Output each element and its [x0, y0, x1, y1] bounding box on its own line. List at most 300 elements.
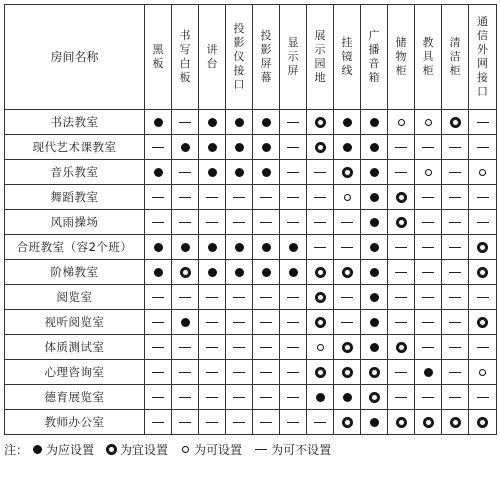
filled-circle-icon [180, 142, 191, 153]
dash-icon [151, 317, 165, 328]
setting-cell [307, 385, 334, 410]
dash-icon [205, 367, 219, 378]
setting-cell [361, 160, 388, 185]
room-name-cell: 教师办公室 [5, 410, 145, 435]
dash-icon [232, 417, 246, 428]
filled-circle-icon [207, 117, 218, 128]
dash-icon [151, 192, 165, 203]
dash-icon [340, 292, 354, 303]
setting-cell [199, 235, 226, 260]
setting-cell [226, 285, 253, 310]
setting-cell [334, 385, 361, 410]
dash-icon [476, 117, 490, 128]
setting-cell [280, 185, 307, 210]
setting-cell [253, 110, 280, 135]
room-name-header: 房间名称 [5, 5, 145, 110]
setting-cell [334, 335, 361, 360]
filled-circle-icon [32, 444, 43, 455]
filled-circle-icon [234, 167, 245, 178]
setting-cell [388, 410, 415, 435]
setting-cell [253, 310, 280, 335]
dash-icon [286, 392, 300, 403]
dash-icon [313, 417, 327, 428]
filled-circle-icon [288, 242, 299, 253]
filled-circle-icon [369, 267, 380, 278]
setting-cell [280, 285, 307, 310]
double-circle-icon [315, 367, 326, 378]
dash-icon [448, 242, 462, 253]
dash-icon [448, 142, 462, 153]
small-open-circle-icon [396, 117, 407, 128]
double-circle-icon [396, 342, 407, 353]
small-open-circle-icon [477, 167, 488, 178]
setting-cell [172, 210, 199, 235]
dash-icon [232, 192, 246, 203]
setting-cell [469, 110, 497, 135]
setting-cell [469, 185, 497, 210]
dash-icon [232, 317, 246, 328]
dash-icon [259, 392, 273, 403]
filled-circle-icon [261, 242, 272, 253]
setting-cell [145, 260, 172, 285]
setting-cell [145, 235, 172, 260]
setting-cell [280, 260, 307, 285]
column-header-label: 讲台 [206, 43, 218, 70]
setting-cell [145, 360, 172, 385]
setting-cell [280, 310, 307, 335]
column-header-label: 广播音箱 [368, 29, 380, 84]
legend-label: 为宜设置 [120, 443, 169, 457]
setting-cell [442, 260, 469, 285]
setting-cell [226, 410, 253, 435]
setting-cell [334, 160, 361, 185]
table-row [5, 260, 497, 285]
dash-icon [205, 342, 219, 353]
table-row [5, 185, 497, 210]
setting-cell [226, 360, 253, 385]
filled-circle-icon [153, 167, 164, 178]
setting-cell [307, 235, 334, 260]
setting-cell [226, 310, 253, 335]
column-header [388, 5, 415, 110]
setting-cell [442, 285, 469, 310]
table-row [5, 410, 497, 435]
setting-cell [442, 360, 469, 385]
setting-cell [415, 285, 442, 310]
dash-icon [394, 142, 408, 153]
dash-icon [286, 317, 300, 328]
room-name-cell: 体质测试室 [5, 335, 145, 360]
dash-icon [394, 292, 408, 303]
small-open-circle-icon [342, 192, 353, 203]
setting-cell [388, 285, 415, 310]
setting-cell [226, 335, 253, 360]
dash-icon [232, 342, 246, 353]
setting-cell [469, 410, 497, 435]
setting-cell [361, 210, 388, 235]
dash-icon [340, 317, 354, 328]
dash-icon [313, 217, 327, 228]
setting-cell [172, 285, 199, 310]
setting-cell [253, 410, 280, 435]
dash-icon [313, 192, 327, 203]
dash-icon [151, 367, 165, 378]
setting-cell [442, 310, 469, 335]
dash-icon [340, 217, 354, 228]
setting-cell [280, 335, 307, 360]
setting-cell [415, 335, 442, 360]
setting-cell [361, 235, 388, 260]
dash-icon [205, 292, 219, 303]
double-circle-icon [342, 367, 353, 378]
dash-icon [178, 292, 192, 303]
dash-icon [232, 367, 246, 378]
setting-cell [253, 235, 280, 260]
table-row [5, 160, 497, 185]
setting-cell [307, 285, 334, 310]
dash-icon [178, 192, 192, 203]
double-circle-icon [342, 417, 353, 428]
setting-cell [361, 185, 388, 210]
dash-icon [205, 392, 219, 403]
setting-cell [199, 410, 226, 435]
dash-icon [178, 417, 192, 428]
dash-icon [421, 317, 435, 328]
dash-icon [394, 392, 408, 403]
double-circle-icon [396, 417, 407, 428]
double-circle-icon [396, 192, 407, 203]
dash-icon [259, 342, 273, 353]
double-circle-icon [477, 242, 488, 253]
dash-icon [286, 117, 300, 128]
room-name-cell: 风雨操场 [5, 210, 145, 235]
setting-cell [226, 210, 253, 235]
table-header-row [5, 5, 497, 110]
column-header-label: 通信外网接口 [477, 15, 488, 98]
dash-icon [178, 392, 192, 403]
column-header-label: 黑板 [152, 43, 164, 70]
setting-cell [469, 310, 497, 335]
room-name-cell: 阅览室 [5, 285, 145, 310]
setting-cell [199, 285, 226, 310]
double-circle-icon [477, 417, 488, 428]
legend-prefix: 注： [4, 443, 29, 457]
setting-cell [199, 335, 226, 360]
dash-icon [232, 217, 246, 228]
setting-cell [226, 260, 253, 285]
dash-icon [232, 292, 246, 303]
dash-icon [394, 267, 408, 278]
setting-cell [226, 385, 253, 410]
setting-cell [361, 285, 388, 310]
column-header-label: 展示园地 [314, 29, 326, 84]
dash-icon [313, 242, 327, 253]
column-header [199, 5, 226, 110]
facility-settings-table [4, 4, 497, 435]
legend-item [106, 441, 168, 458]
setting-cell [442, 160, 469, 185]
setting-cell [334, 210, 361, 235]
setting-cell [280, 385, 307, 410]
double-circle-icon [477, 267, 488, 278]
setting-cell [388, 385, 415, 410]
dash-icon [286, 192, 300, 203]
dash-icon [421, 342, 435, 353]
column-header-label: 储物柜 [395, 36, 407, 77]
dash-icon [178, 167, 192, 178]
setting-cell [388, 310, 415, 335]
setting-cell [334, 410, 361, 435]
setting-cell [253, 260, 280, 285]
setting-cell [145, 410, 172, 435]
filled-circle-icon [369, 417, 380, 428]
dash-icon [259, 317, 273, 328]
setting-cell [307, 185, 334, 210]
setting-cell [253, 335, 280, 360]
setting-cell [307, 335, 334, 360]
table-row [5, 310, 497, 335]
dash-icon [151, 292, 165, 303]
setting-cell [307, 135, 334, 160]
double-circle-icon [342, 267, 353, 278]
double-circle-icon [315, 292, 326, 303]
setting-cell [334, 235, 361, 260]
column-header-label: 投影仪接口 [233, 22, 245, 91]
setting-cell [199, 310, 226, 335]
dash-icon [448, 342, 462, 353]
dash-icon [394, 367, 408, 378]
small-open-circle-icon [477, 367, 488, 378]
setting-cell [361, 135, 388, 160]
dash-icon [340, 242, 354, 253]
setting-cell [469, 385, 497, 410]
dash-icon [286, 292, 300, 303]
filled-circle-icon [180, 242, 191, 253]
double-circle-icon [477, 317, 488, 328]
filled-circle-icon [369, 142, 380, 153]
dash-icon [151, 417, 165, 428]
setting-cell [415, 185, 442, 210]
setting-cell [253, 360, 280, 385]
setting-cell [388, 360, 415, 385]
legend-item [180, 441, 242, 458]
column-header [253, 5, 280, 110]
setting-cell [145, 335, 172, 360]
setting-cell [415, 310, 442, 335]
column-header [145, 5, 172, 110]
filled-circle-icon [261, 142, 272, 153]
setting-cell [415, 160, 442, 185]
dash-icon [421, 292, 435, 303]
setting-cell [415, 135, 442, 160]
room-name-cell: 心理咨询室 [5, 360, 145, 385]
filled-circle-icon [153, 117, 164, 128]
dash-icon [448, 167, 462, 178]
dash-icon [205, 192, 219, 203]
column-header [442, 5, 469, 110]
dash-icon [394, 167, 408, 178]
table-row [5, 285, 497, 310]
setting-cell [172, 360, 199, 385]
setting-cell [226, 235, 253, 260]
setting-cell [280, 410, 307, 435]
column-header-label: 教具柜 [422, 36, 434, 77]
table-body [5, 110, 497, 435]
setting-cell [442, 410, 469, 435]
dash-icon [421, 192, 435, 203]
setting-cell [280, 135, 307, 160]
dash-icon [313, 167, 327, 178]
column-header [307, 5, 334, 110]
dash-icon [259, 417, 273, 428]
double-circle-icon [342, 342, 353, 353]
table-row [5, 235, 497, 260]
dash-icon [448, 192, 462, 203]
setting-cell [172, 335, 199, 360]
legend [4, 441, 496, 458]
column-header [361, 5, 388, 110]
setting-cell [145, 185, 172, 210]
filled-circle-icon [288, 267, 299, 278]
setting-cell [145, 285, 172, 310]
setting-cell [172, 160, 199, 185]
filled-circle-icon [207, 267, 218, 278]
filled-circle-icon [342, 117, 353, 128]
setting-cell [442, 210, 469, 235]
setting-cell [469, 285, 497, 310]
double-circle-icon [315, 317, 326, 328]
setting-cell [307, 110, 334, 135]
room-name-cell: 阶梯教室 [5, 260, 145, 285]
double-circle-icon [396, 217, 407, 228]
double-circle-icon [315, 142, 326, 153]
filled-circle-icon [207, 142, 218, 153]
setting-cell [334, 360, 361, 385]
filled-circle-icon [207, 242, 218, 253]
setting-cell [415, 360, 442, 385]
legend-label: 为可不设置 [271, 443, 332, 457]
column-header-label: 清洁柜 [449, 36, 461, 77]
column-header-label: 挂镜线 [341, 36, 353, 77]
dash-icon [421, 392, 435, 403]
setting-cell [334, 185, 361, 210]
setting-cell [145, 110, 172, 135]
setting-cell [361, 310, 388, 335]
setting-cell [280, 235, 307, 260]
setting-cell [361, 410, 388, 435]
room-name-cell: 书法教室 [5, 110, 145, 135]
filled-circle-icon [234, 242, 245, 253]
dash-icon [476, 292, 490, 303]
small-open-circle-icon [423, 167, 434, 178]
filled-circle-icon [423, 367, 434, 378]
column-header [334, 5, 361, 110]
dash-icon [232, 392, 246, 403]
setting-cell [415, 110, 442, 135]
table-row [5, 135, 497, 160]
filled-circle-icon [369, 342, 380, 353]
setting-cell [145, 160, 172, 185]
setting-cell [469, 260, 497, 285]
setting-cell [415, 410, 442, 435]
setting-cell [469, 360, 497, 385]
legend-label: 为应设置 [46, 443, 95, 457]
dash-icon [205, 417, 219, 428]
setting-cell [280, 210, 307, 235]
dash-icon [448, 292, 462, 303]
room-name-cell: 视听阅览室 [5, 310, 145, 335]
setting-cell [361, 260, 388, 285]
setting-cell [388, 210, 415, 235]
setting-cell [442, 185, 469, 210]
filled-circle-icon [153, 267, 164, 278]
setting-cell [388, 235, 415, 260]
setting-cell [415, 385, 442, 410]
setting-cell [415, 210, 442, 235]
double-circle-icon [315, 117, 326, 128]
dash-icon [448, 367, 462, 378]
dash-icon [421, 217, 435, 228]
small-open-circle-icon [423, 117, 434, 128]
filled-circle-icon [180, 317, 191, 328]
setting-cell [469, 235, 497, 260]
dash-icon [448, 217, 462, 228]
setting-cell [172, 410, 199, 435]
setting-cell [199, 135, 226, 160]
column-header-label: 投影屏幕 [260, 29, 272, 84]
setting-cell [145, 210, 172, 235]
dash-icon [259, 292, 273, 303]
table-row [5, 360, 497, 385]
dash-icon [286, 217, 300, 228]
dash-icon [421, 242, 435, 253]
setting-cell [307, 310, 334, 335]
dash-icon [259, 217, 273, 228]
filled-circle-icon [369, 292, 380, 303]
table-row [5, 110, 497, 135]
setting-cell [334, 285, 361, 310]
dash-icon [476, 142, 490, 153]
dash-icon [254, 444, 268, 455]
dash-icon [259, 367, 273, 378]
filled-circle-icon [261, 167, 272, 178]
setting-cell [172, 110, 199, 135]
filled-circle-icon [207, 167, 218, 178]
dash-icon [151, 342, 165, 353]
column-header [280, 5, 307, 110]
small-open-circle-icon [180, 444, 191, 455]
setting-cell [226, 185, 253, 210]
filled-circle-icon [234, 267, 245, 278]
column-header [415, 5, 442, 110]
setting-cell [334, 110, 361, 135]
filled-circle-icon [342, 142, 353, 153]
setting-cell [199, 210, 226, 235]
setting-cell [199, 360, 226, 385]
setting-cell [469, 335, 497, 360]
setting-cell [469, 135, 497, 160]
setting-cell [388, 135, 415, 160]
dash-icon [448, 392, 462, 403]
dash-icon [151, 217, 165, 228]
dash-icon [421, 267, 435, 278]
setting-cell [442, 335, 469, 360]
setting-cell [199, 260, 226, 285]
setting-cell [388, 110, 415, 135]
setting-cell [361, 110, 388, 135]
double-circle-icon [369, 392, 380, 403]
setting-cell [334, 260, 361, 285]
